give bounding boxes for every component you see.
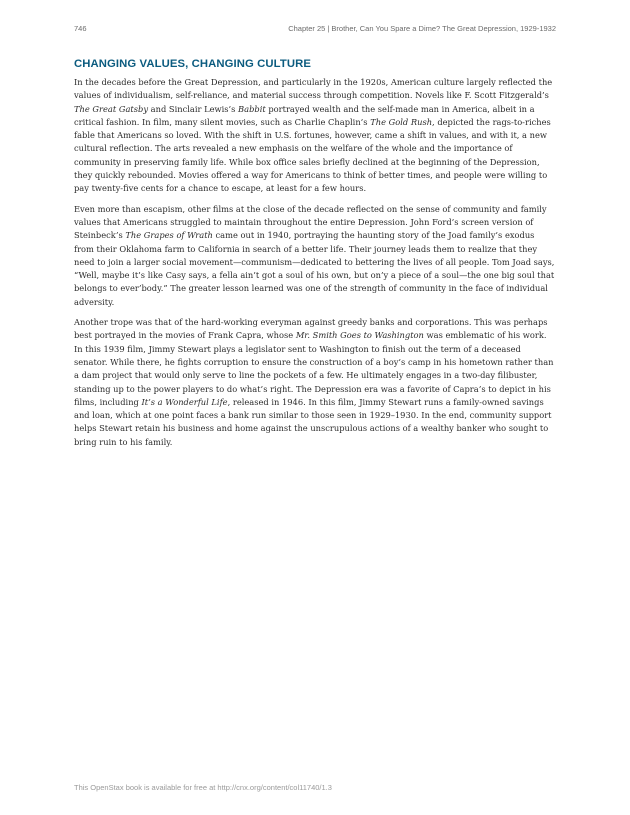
text-run: Even more than escapism, other films at the close of the decade reflected on the sense of community and family values that Americans struggled to maintain throughout the entire Depression. John Ford’s screen version of Steinbeck’s: [74, 203, 547, 241]
section-heading: CHANGING VALUES, CHANGING CULTURE: [74, 58, 311, 70]
paragraph-1: [74, 76, 556, 196]
text-run: came out in 1940, portraying the haunting story of the Joad family’s exodus from their Oklahoma farm to California in search of a better life. Their journey leads them to realize that they need to join a larger social movement—communism—dedicated to bettering the lives of all people. Tom Joad says, “Well, maybe it’s like Casy says, a fella ain’t got a soul of his own, but on’y a piece of a soul—the one big soul that belongs to ever’body.” The greater lesson learned was one of the strength of community in the face of individual adversity.: [74, 230, 555, 307]
text-run: portrayed wealth and the self-made man in America, albeit in a critical fashion. In film, many silent movies, such as Charlie Chaplin’s: [74, 103, 535, 127]
film-title: The Gold Rush: [370, 116, 433, 127]
film-title: Mr. Smith Goes to Washington: [295, 330, 424, 341]
text-run: , depicted the rags-to-riches fable that Americans so loved. With the shift in U.S. fortunes, however, came a shift in values, and with it, a new cultural reflection. The arts revealed a new emphasis on the welfare of the whole and the importance of community in preserving family life. While box office sales briefly declined at the beginning of the Depression, they quickly rebounded. Movies offered a way for Americans to think of better times, and people were willing to pay twenty-five cents for a chance to escape, at least for a few hours.: [74, 116, 551, 194]
text-run: was emblematic of his work. In this 1939 film, Jimmy Stewart plays a legislator sent to Washington to finish out the term of a deceased senator. While there, he fights corruption to ensure the construction of a boy’s camp in his hometown rather than a dam project that would only serve to line the pockets of a few. He ultimately engages in a two-day filibuster, standing up to the power players to do what’s right. The Depression era was a favorite of Capra’s to depict in his films, including: [74, 330, 554, 407]
chapter-title: Chapter 25 | Brother, Can You Spare a Dime? The Great Depression, 1929-1932: [288, 24, 556, 33]
paragraph-3: [74, 316, 556, 449]
book-title: The Great Gatsby: [74, 103, 149, 114]
book-title: Babbit: [238, 103, 266, 114]
page-number: 746: [74, 24, 87, 33]
running-header: [74, 24, 556, 33]
paragraph-2: [74, 203, 556, 309]
text-run: , released in 1946. In this film, Jimmy Stewart runs a family-owned savings and loan, which at one point faces a bank run similar to those seen in 1929–1930. In the end, community support helps Stewart retain his business and home against the unscrupulous actions of a wealthy banker who sought to bring ruin to his family.: [74, 396, 552, 447]
film-title: The Grapes of Wrath: [125, 230, 213, 241]
film-title: It’s a Wonderful Life: [141, 396, 228, 407]
text-run: In the decades before the Great Depression, and particularly in the 1920s, American culture largely reflected the values of individualism, self-reliance, and material success through competition. Novels like F. Scott Fitzgerald’s: [74, 77, 553, 101]
page-footer: This OpenStax book is available for free at http://cnx.org/content/col11740/1.3: [74, 783, 332, 792]
text-run: Another trope was that of the hard-working everyman against greedy banks and corporations. This was perhaps best portrayed in the movies of Frank Capra, whose: [74, 317, 548, 341]
main-content: [74, 58, 556, 456]
text-run: and Sinclair Lewis’s: [148, 103, 239, 114]
